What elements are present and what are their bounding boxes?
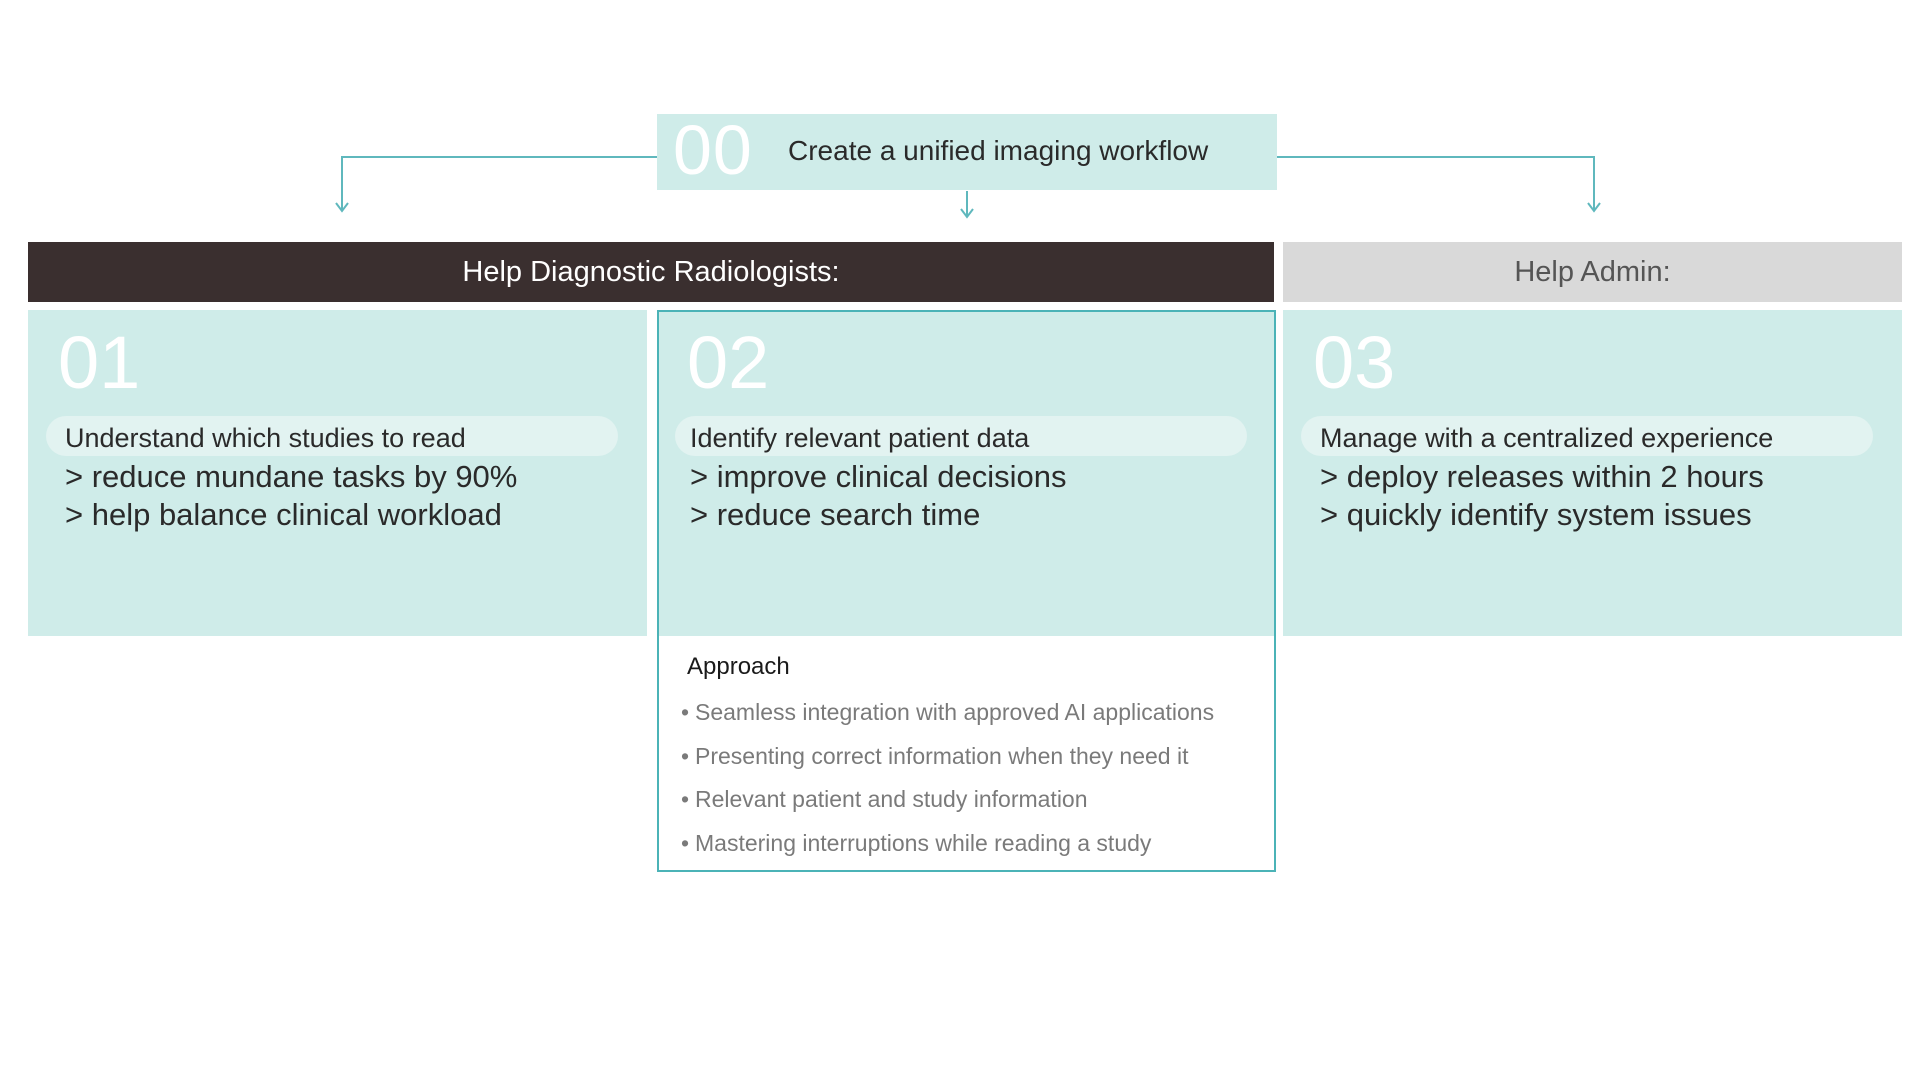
card-number: 03 [1313,321,1396,404]
approach-item-text: Mastering interruptions while reading a study [695,829,1152,856]
approach-item-text: Seamless integration with approved AI applications [695,699,1215,725]
card-01 [28,310,647,636]
bullet-icon: • [681,699,690,725]
card-number: 01 [58,321,141,404]
card-point: > improve clinical decisions [690,459,1067,494]
goal-box [657,111,1277,190]
approach-list [681,691,1214,865]
goal-text: Create a unified imaging workflow [788,135,1209,166]
card-point: > reduce mundane tasks by 90% [65,459,518,494]
approach-item [681,691,1214,735]
connector-right [1277,157,1594,210]
approach-box [657,636,1276,872]
approach-title: Approach [687,653,790,680]
goal-number: 00 [673,111,753,189]
card-points [690,458,1066,534]
card-heading: Manage with a centralized experience [1320,423,1774,453]
group-header-admin: Help Admin: [1283,242,1902,302]
card-02 [657,310,1276,636]
approach-item [681,735,1214,779]
card-points [65,458,517,534]
approach-item [681,822,1214,866]
card-point: > reduce search time [690,497,981,532]
card-number: 02 [687,321,770,404]
bullet-icon: • [681,742,690,769]
card-point: > help balance clinical workload [65,497,502,532]
card-heading: Understand which studies to read [65,423,466,453]
connector-left [342,157,657,210]
bullet-icon: • [681,786,690,812]
card-point: > quickly identify system issues [1320,497,1752,532]
card-03 [1283,310,1902,636]
group-header-radiologists: Help Diagnostic Radiologists: [28,242,1274,302]
approach-item-text: Presenting correct information when they need it [695,742,1189,769]
card-points [1320,458,1764,534]
card-heading: Identify relevant patient data [690,423,1030,453]
approach-item-text: Relevant patient and study information [695,786,1088,812]
bullet-icon: • [681,829,690,856]
card-point: > deploy releases within 2 hours [1320,459,1764,494]
approach-item [681,778,1214,822]
